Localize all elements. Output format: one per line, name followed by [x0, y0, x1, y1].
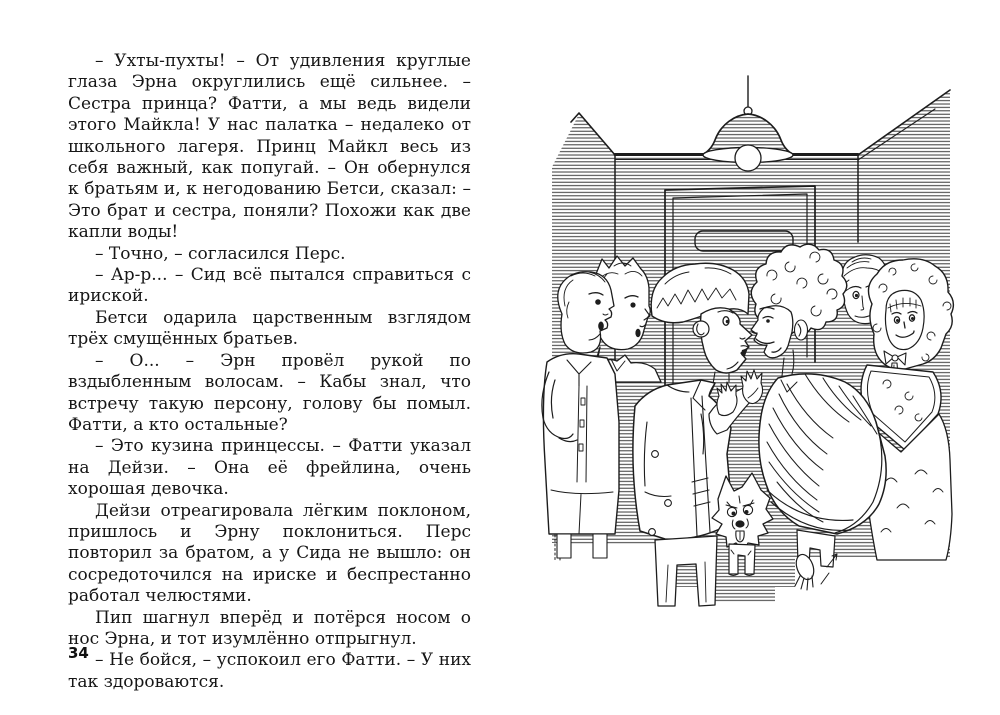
paragraph: Пип шагнул вперёд и потёрся носом о нос Эрна, и тот изумлённо отпрыгнул.: [68, 607, 471, 649]
page-number: 34: [68, 644, 89, 662]
paragraph: – Это кузина принцессы. – Фатти указал на Дейзи. – Она её фрейлина, очень хорошая девочка.: [68, 436, 471, 500]
pendant-lamp: [703, 76, 793, 171]
paragraph: – Не бойся, – успокоил его Фатти. – У них так здороваются.: [68, 650, 471, 692]
light-bulb: [735, 145, 761, 171]
figure-girl-headscarf: [859, 259, 953, 560]
paragraph: – О... – Эрн провёл рукой по вздыбленным волосам. – Кабы знал, что встречу такую персону, голову бы помыл. Фатти, а кто остальные?: [68, 350, 471, 435]
story-illustration: [505, 62, 995, 622]
illustration-svg: [505, 62, 995, 622]
story-text: [68, 51, 471, 693]
paragraph: – Ухты-пухты! – От удивления круглые глаза Эрна округлились ещё сильнее. – Сестра принца? Фатти, а мы ведь видели этого Майкла! У нас палатка – недалеко от школьного лагеря. Принц Майкл весь из себя важный, как попугай. – Он обернулся к братьям и, к негодованию Бетси, сказал: – Это брат и сестра, поняли? Похожи как две капли воды!: [68, 51, 471, 243]
paragraph: – Точно, – согласился Перс.: [95, 243, 346, 264]
paragraph: Дейзи отреагировала лёгким поклоном, пришлось и Эрну поклониться. Перс повторил за братом, а у Сида не вышло: он сосредоточился на ириске и беспрестанно работал челюстями.: [68, 500, 471, 607]
paragraph: Бетси одарила царственным взглядом трёх смущённых братьев.: [68, 307, 471, 350]
paragraph: – Ар-р... – Сид всё пытался справиться с ириской.: [68, 265, 471, 307]
